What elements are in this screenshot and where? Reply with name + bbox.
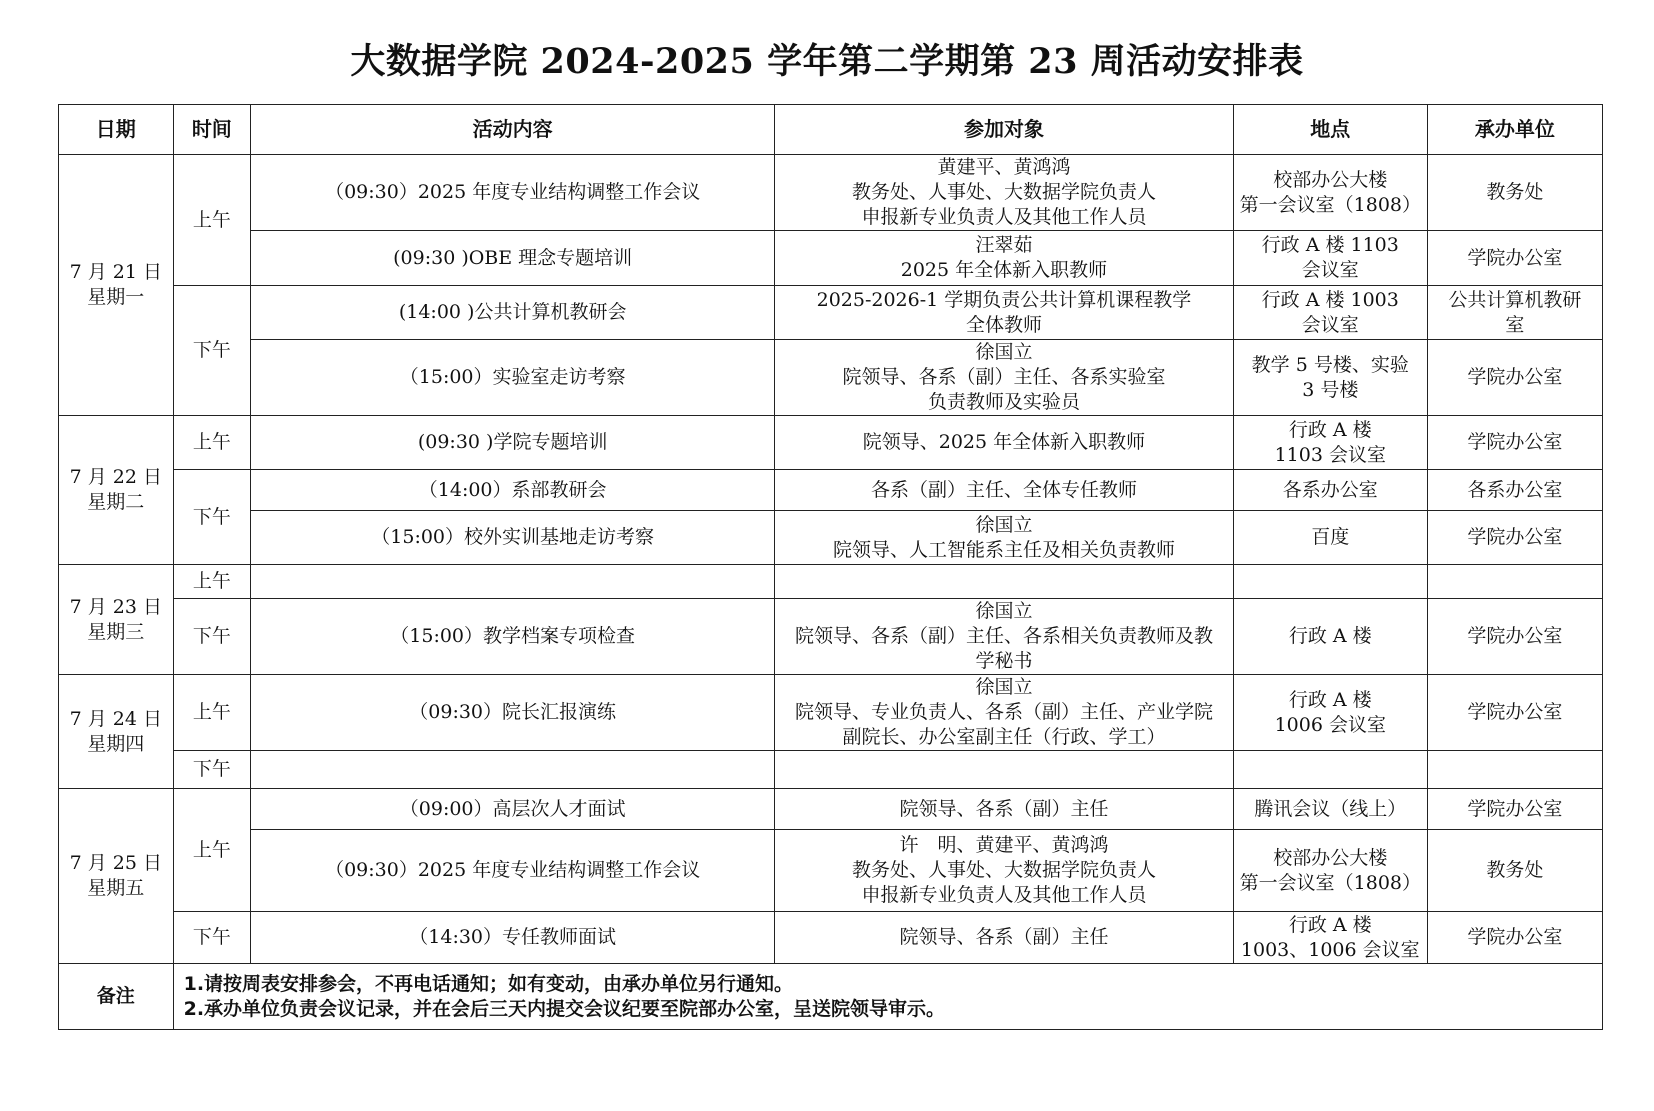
location-cell [1233, 789, 1427, 830]
location-line: 会议室 [1301, 313, 1359, 336]
organizer-line: 学院办公室 [1467, 625, 1563, 647]
participants-cell [775, 565, 1233, 599]
participant-line: 徐国立 [975, 676, 1033, 698]
location-line: 行政 A 楼 [1288, 688, 1372, 711]
location-line: 行政 A 楼 [1288, 913, 1372, 936]
participant-line: 黄建平、黄鸿鸿 [937, 156, 1071, 178]
table-row [59, 751, 1603, 789]
location-cell [1233, 470, 1427, 511]
schedule-table [58, 104, 1603, 1030]
note-line: 1.请按周表安排参会，不再电话通知；如有变动，由承办单位另行通知。 [183, 972, 794, 995]
participant-line: 副院长、办公室副主任（行政、学工） [842, 726, 1166, 748]
location-line: 百度 [1311, 526, 1350, 548]
period-cell: 上午 [173, 675, 250, 751]
table-row [59, 789, 1603, 830]
organizer-line: 公共计算机教研 [1448, 288, 1582, 311]
date-text: 7 月 23 日 [69, 595, 162, 618]
location-cell [1233, 416, 1427, 470]
date-text: 7 月 21 日 [69, 261, 162, 283]
organizer-line: 室 [1505, 313, 1525, 336]
header-date: 日期 [59, 105, 174, 155]
organizer-cell [1427, 830, 1602, 912]
activity-content: （14:00）系部教研会 [251, 470, 775, 511]
notes-label: 备注 [59, 964, 174, 1030]
participant-line: 院领导、各系（副）主任 [899, 926, 1109, 948]
organizer-line: 教务处 [1486, 181, 1544, 203]
notes-content [173, 964, 1602, 1030]
table-row [59, 155, 1603, 231]
participant-line: 全体教师 [965, 313, 1042, 336]
participant-line: 负责教师及实验员 [927, 391, 1080, 413]
organizer-line: 学院办公室 [1467, 431, 1563, 453]
activity-content: （15:00）校外实训基地走访考察 [251, 511, 775, 565]
header-time: 时间 [173, 105, 250, 155]
participants-cell [775, 675, 1233, 751]
table-row [59, 830, 1603, 912]
table-row [59, 340, 1603, 416]
activity-content: （09:30）院长汇报演练 [251, 675, 775, 751]
date-text: 7 月 25 日 [69, 852, 162, 874]
organizer-line: 学院办公室 [1467, 926, 1563, 948]
organizer-cell [1427, 470, 1602, 511]
activity-content: (09:30 )OBE 理念专题培训 [251, 231, 775, 286]
participants-cell [775, 231, 1233, 286]
location-cell [1233, 511, 1427, 565]
weekday-text: 星期四 [87, 732, 145, 755]
header-row [59, 105, 1603, 155]
location-cell [1233, 565, 1427, 599]
location-cell [1233, 155, 1427, 231]
table-row [59, 286, 1603, 340]
location-line: 行政 A 楼 [1288, 418, 1372, 441]
location-line: 1003、1006 会议室 [1240, 938, 1420, 961]
period-cell: 下午 [173, 599, 250, 675]
period-cell: 上午 [173, 565, 250, 599]
participant-line: 院领导、各系（副）主任 [899, 797, 1109, 820]
table-row [59, 511, 1603, 565]
organizer-cell [1427, 231, 1602, 286]
table-row [59, 231, 1603, 286]
organizer-cell [1427, 286, 1602, 340]
location-line: 行政 A 楼 1103 [1261, 234, 1399, 256]
organizer-line: 学院办公室 [1467, 701, 1563, 723]
organizer-line: 学院办公室 [1467, 246, 1563, 269]
participant-line: 2025-2026-1 学期负责公共计算机课程教学 [816, 288, 1192, 311]
organizer-cell [1427, 599, 1602, 675]
organizer-line: 教务处 [1486, 859, 1544, 881]
location-line: 腾讯会议（线上） [1254, 797, 1407, 820]
participants-cell [775, 511, 1233, 565]
note-line: 2.承办单位负责会议记录，并在会后三天内提交会议纪要至院部办公室，呈送院领导审示。 [183, 997, 946, 1020]
period-cell: 下午 [173, 470, 250, 565]
location-line: 行政 A 楼 [1288, 625, 1372, 647]
location-cell [1233, 751, 1427, 789]
participants-cell [775, 830, 1233, 912]
organizer-cell [1427, 675, 1602, 751]
activity-content [251, 565, 775, 599]
participant-line: 院领导、2025 年全体新入职教师 [862, 431, 1146, 453]
schedule-body [59, 155, 1603, 964]
location-line: 校部办公大楼 [1273, 846, 1388, 869]
participant-line: 院领导、各系（副）主任、各系相关负责教师及教 [794, 625, 1213, 647]
organizer-cell [1427, 912, 1602, 964]
participants-cell [775, 340, 1233, 416]
participant-line: 徐国立 [975, 341, 1033, 363]
location-cell [1233, 912, 1427, 964]
activity-content: (09:30 )学院专题培训 [251, 416, 775, 470]
activity-content: （09:30）2025 年度专业结构调整工作会议 [251, 155, 775, 231]
notes-row [59, 964, 1603, 1030]
weekday-text: 星期二 [87, 491, 145, 513]
organizer-line: 学院办公室 [1467, 526, 1563, 548]
activity-content: （15:00）实验室走访考察 [251, 340, 775, 416]
location-cell [1233, 599, 1427, 675]
header-location: 地点 [1233, 105, 1427, 155]
location-line: 校部办公大楼 [1273, 168, 1388, 191]
weekday-text: 星期五 [87, 877, 145, 899]
participant-line: 徐国立 [975, 513, 1033, 536]
table-row [59, 599, 1603, 675]
location-cell [1233, 675, 1427, 751]
participants-cell [775, 751, 1233, 789]
participants-cell [775, 155, 1233, 231]
period-cell: 下午 [173, 751, 250, 789]
organizer-cell [1427, 511, 1602, 565]
table-row [59, 565, 1603, 599]
date-cell [59, 565, 174, 675]
location-line: 1006 会议室 [1274, 713, 1386, 736]
participant-line: 院领导、人工智能系主任及相关负责教师 [832, 538, 1175, 561]
date-cell [59, 789, 174, 964]
participants-cell [775, 470, 1233, 511]
location-line: 3 号楼 [1302, 378, 1359, 401]
location-line: 会议室 [1301, 259, 1359, 281]
organizer-cell [1427, 565, 1602, 599]
header-content: 活动内容 [251, 105, 775, 155]
participant-line: 许 明、黄建平、黄鸿鸿 [899, 834, 1109, 856]
location-cell [1233, 830, 1427, 912]
organizer-line: 各系办公室 [1467, 478, 1563, 501]
date-text: 7 月 24 日 [69, 707, 162, 730]
activity-content: (14:00 )公共计算机教研会 [251, 286, 775, 340]
activity-content: （14:30）专任教师面试 [251, 912, 775, 964]
location-line: 第一会议室（1808） [1239, 193, 1422, 216]
date-text: 7 月 22 日 [69, 466, 162, 488]
participants-cell [775, 912, 1233, 964]
location-cell [1233, 231, 1427, 286]
activity-content [251, 751, 775, 789]
weekday-text: 星期一 [87, 286, 145, 308]
participant-line: 院领导、各系（副）主任、各系实验室 [842, 366, 1166, 388]
date-cell [59, 675, 174, 789]
table-row [59, 675, 1603, 751]
location-line: 第一会议室（1808） [1239, 871, 1422, 894]
participant-line: 2025 年全体新入职教师 [900, 259, 1108, 281]
organizer-line: 学院办公室 [1467, 366, 1563, 388]
location-line: 教学 5 号楼、实验 [1251, 353, 1409, 376]
organizer-cell [1427, 751, 1602, 789]
participant-line: 教务处、人事处、大数据学院负责人 [851, 859, 1156, 881]
location-line: 1103 会议室 [1274, 443, 1386, 466]
organizer-cell [1427, 155, 1602, 231]
participants-cell [775, 416, 1233, 470]
activity-content: （09:00）高层次人才面试 [251, 789, 775, 830]
table-row [59, 470, 1603, 511]
date-cell [59, 416, 174, 565]
organizer-cell [1427, 340, 1602, 416]
location-cell [1233, 286, 1427, 340]
header-participants: 参加对象 [775, 105, 1233, 155]
period-cell: 上午 [173, 155, 250, 286]
organizer-line: 学院办公室 [1467, 797, 1563, 820]
participant-line: 学秘书 [975, 650, 1033, 672]
table-row [59, 416, 1603, 470]
participant-line: 申报新专业负责人及其他工作人员 [861, 206, 1147, 228]
participant-line: 徐国立 [975, 600, 1033, 622]
activity-content: （09:30）2025 年度专业结构调整工作会议 [251, 830, 775, 912]
organizer-cell [1427, 789, 1602, 830]
participant-line: 教务处、人事处、大数据学院负责人 [851, 181, 1156, 203]
participant-line: 院领导、专业负责人、各系（副）主任、产业学院 [794, 701, 1213, 723]
period-cell: 下午 [173, 286, 250, 416]
participants-cell [775, 599, 1233, 675]
table-row [59, 912, 1603, 964]
weekday-text: 星期三 [87, 620, 145, 643]
location-line: 各系办公室 [1282, 478, 1378, 501]
activity-content: （15:00）教学档案专项检查 [251, 599, 775, 675]
period-cell: 下午 [173, 912, 250, 964]
participants-cell [775, 789, 1233, 830]
participant-line: 各系（副）主任、全体专任教师 [870, 478, 1137, 501]
participant-line: 汪翠茹 [975, 234, 1033, 256]
participant-line: 申报新专业负责人及其他工作人员 [861, 884, 1147, 906]
header-organizer: 承办单位 [1427, 105, 1602, 155]
participants-cell [775, 286, 1233, 340]
period-cell: 上午 [173, 416, 250, 470]
page-title: 大数据学院 2024-2025 学年第二学期第 23 周活动安排表 [350, 41, 1304, 82]
date-cell [59, 155, 174, 416]
organizer-cell [1427, 416, 1602, 470]
location-cell [1233, 340, 1427, 416]
period-cell: 上午 [173, 789, 250, 912]
location-line: 行政 A 楼 1003 [1261, 288, 1399, 311]
